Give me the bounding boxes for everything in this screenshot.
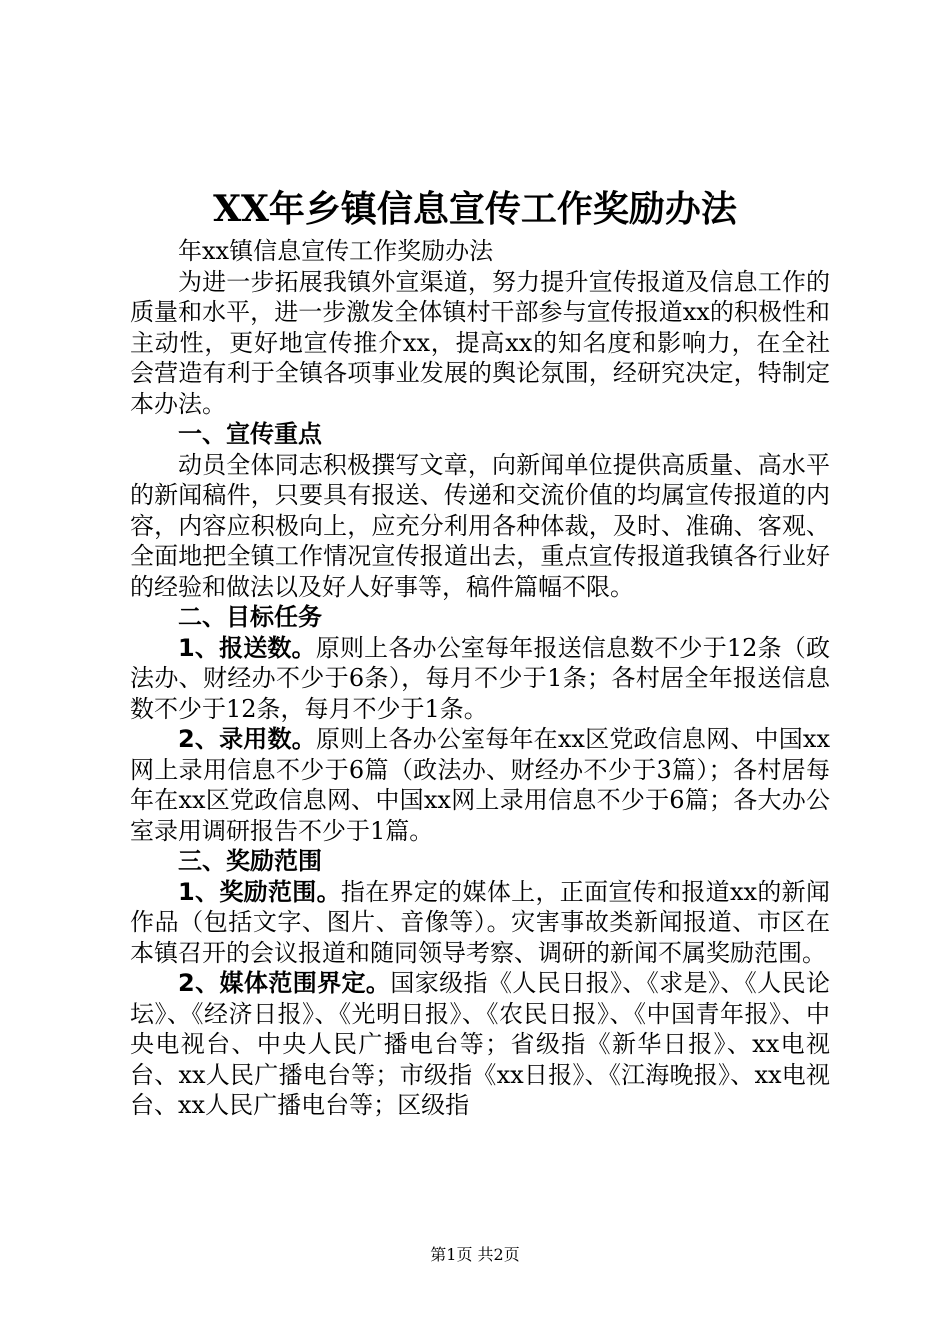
paragraph-text: 原则上各办公室每年报送信息数不少于12条（政法办、财经办不少于6条），每月不少于1条；各村居全年报送信息数不少于12条，每月不少于1条。 <box>130 633 830 723</box>
section-paragraph <box>130 633 830 725</box>
document-subtitle: 年xx镇信息宣传工作奖励办法 <box>178 237 494 265</box>
document-body <box>130 236 830 1121</box>
paragraph-lead: 2、媒体范围界定。 <box>178 969 391 997</box>
paragraph-lead: 1、奖励范围。 <box>178 877 341 906</box>
page-number-footer: 第1页 共2页 <box>430 1245 520 1264</box>
paragraph-lead: 1、报送数。 <box>178 633 316 662</box>
paragraph-text: 指在界定的媒体上，正面宣传和报道xx的新闻作品（包括文字、图片、音像等）。灾害事故类新闻报道、市区在本镇召开的会议报道和随同领导考察、调研的新闻不属奖励范围。 <box>130 877 830 967</box>
section-paragraph <box>130 877 830 969</box>
section-paragraph <box>130 968 830 1121</box>
document-title: XX年乡镇信息宣传工作奖励办法 <box>213 188 737 230</box>
section-heading: 三、奖励范围 <box>178 847 322 875</box>
paragraph-text: 国家级指《人民日报》、《求是》、《人民论坛》、《经济日报》、《光明日报》、《农民日报》、《中国青年报》、中央电视台、中央人民广播电台等；省级指《新华日报》、xx电视台、xx人民广播电台等；市级指《xx日报》、《江海晚报》、xx电视台、xx人民广播电台等；区级指 <box>130 969 831 1119</box>
paragraph-text: 原则上各办公室每年在xx区党政信息网、中国xx网上录用信息不少于6篇（政法办、财经办不少于3篇）；各村居每年在xx区党政信息网、中国xx网上录用信息不少于6篇；各大办公室录用调研报告不少于1篇。 <box>130 725 830 845</box>
section-paragraph <box>130 724 830 846</box>
intro-paragraph: 为进一步拓展我镇外宣渠道，努力提升宣传报道及信息工作的质量和水平，进一步激发全体镇村干部参与宣传报道xx的积极性和主动性，更好地宣传推介xx，提高xx的知名度和影响力，在全社会营造有利于全镇各项事业发展的舆论氛围，经研究决定，特制定本办法。 <box>130 267 830 418</box>
paragraph-text: 动员全体同志积极撰写文章，向新闻单位提供高质量、高水平的新闻稿件，只要具有报送、传递和交流价值的均属宣传报道的内容，内容应积极向上，应充分利用各种体裁，及时、准确、客观、全面地把全镇工作情况宣传报道出去，重点宣传报道我镇各行业好的经验和做法以及好人好事等，稿件篇幅不限。 <box>130 450 830 601</box>
section-heading: 一、宣传重点 <box>178 420 322 448</box>
section-paragraph <box>130 450 830 603</box>
paragraph-lead: 2、录用数。 <box>178 725 316 753</box>
section-heading: 二、目标任务 <box>178 603 322 631</box>
